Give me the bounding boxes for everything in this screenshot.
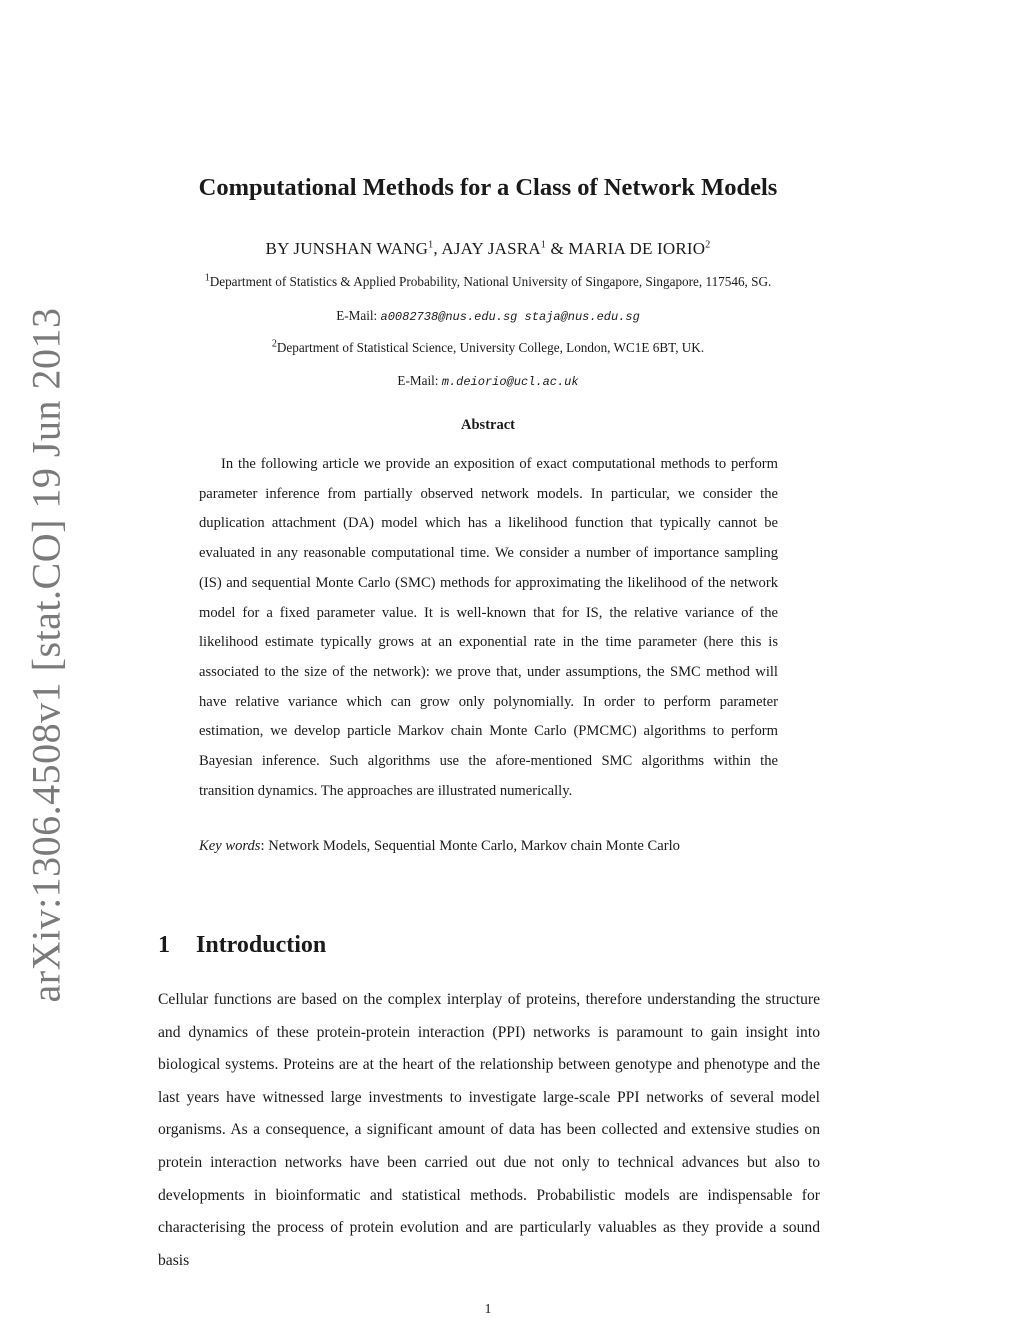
arxiv-stamp: arXiv:1306.4508v1 [stat.CO] 19 Jun 2013 [23, 307, 69, 1003]
affiliation-2 [0, 340, 976, 356]
email-label: E-Mail: [336, 308, 381, 323]
author-separator: , [433, 239, 442, 258]
author-affiliation-mark: 1 [428, 239, 434, 251]
keywords-line [199, 838, 680, 855]
introduction-paragraph: Cellular functions are based on the complex interplay of proteins, therefore understanding the structure and dynamics of these protein-protein interaction (PPI) networks is paramount to gain insight into biological systems. Proteins are at the heart of the relationship between genotype and phenotype and the last years have witnessed large investments to investigate large-scale PPI networks of several model organisms. As a consequence, a significant amount of data has been collected and extensive studies on protein interaction networks have been carried out due not only to technical advances but also to developments in bioinformatic and statistical methods. Probabilistic models are indispensable for characterising the process of protein evolution and are particularly valuables as they provide a sound basis [158, 991, 820, 1269]
email-address[interactable]: a0082738@nus.edu.sg staja@nus.edu.sg [380, 310, 640, 324]
section-heading [158, 932, 326, 959]
author-name: JUNSHAN WANG [293, 239, 429, 258]
affiliation-1-email [0, 308, 976, 324]
affiliation-1 [0, 274, 976, 290]
keywords-label: Key words [199, 838, 261, 854]
author-affiliation-mark: 1 [540, 239, 547, 251]
paper-title: Computational Methods for a Class of Network Models [198, 174, 778, 201]
section-title: Introduction [196, 932, 327, 958]
section-number: 1 [158, 932, 170, 958]
email-label: E-Mail: [397, 373, 442, 388]
affiliation-2-email [0, 373, 976, 389]
affiliation-text: Department of Statistics & Applied Probability, National University of Singapore, Singapore, 117546, SG. [209, 274, 772, 289]
affiliation-mark: 1 [204, 272, 210, 284]
author-separator: & [546, 239, 569, 258]
keywords-list: Network Models, Sequential Monte Carlo, Markov chain Monte Carlo [268, 838, 680, 854]
page-number: 1 [484, 1302, 492, 1317]
author-line [0, 239, 976, 259]
email-address[interactable]: m.deiorio@ucl.ac.uk [441, 375, 579, 389]
author-prefix: BY [265, 239, 294, 258]
abstract-heading: Abstract [461, 417, 515, 433]
keywords-separator: : [260, 838, 269, 854]
author-name: AJAY JASRA [441, 239, 541, 258]
author-name: MARIA DE IORIO [568, 239, 706, 258]
abstract-body: In the following article we provide an exposition of exact computational methods to perform parameter inference from partially observed network models. In particular, we consider the duplication attachment (DA) model which has a likelihood function that typically cannot be evaluated in any reasonable computational time. We consider a number of importance sampling (IS) and sequential Monte Carlo (SMC) methods for approximating the likelihood of the network model for a fixed parameter value. It is well-known that for IS, the relative variance of the likelihood estimate typically grows at an exponential rate in the time parameter (here this is associated to the size of the network): we prove that, under assumptions, the SMC method will have relative variance which can grow only polynomially. In order to perform parameter estimation, we develop particle Markov chain Monte Carlo (PMCMC) algorithms to perform Bayesian inference. Such algorithms use the afore-mentioned SMC algorithms within the transition dynamics. The approaches are illustrated numerically. [199, 456, 778, 799]
affiliation-mark: 2 [271, 338, 277, 350]
author-affiliation-mark: 2 [705, 239, 711, 251]
affiliation-text: Department of Statistical Science, University College, London, WC1E 6BT, UK. [276, 340, 705, 355]
